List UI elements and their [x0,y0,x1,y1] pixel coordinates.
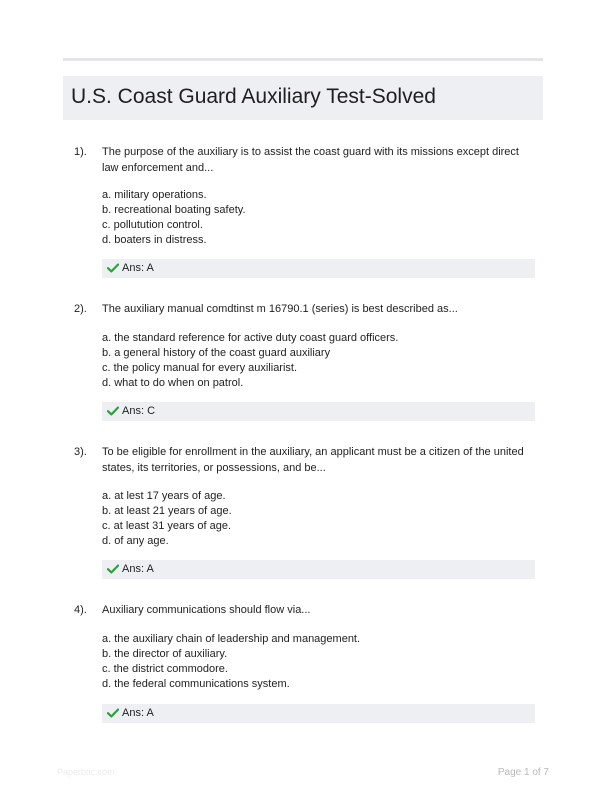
option-b: b. a general history of the coast guard auxiliary [102,347,331,359]
option-c: c. the district commodore. [102,663,228,675]
answer-text: Ans: A [122,262,154,274]
option-a: a. military operations. [102,189,207,201]
answer-text: Ans: A [122,707,154,719]
option-a: a. at lest 17 years of age. [102,490,226,502]
option-d: d. what to do when on patrol. [102,377,244,389]
question-number: 2). [74,303,87,315]
question-number: 3). [74,446,87,458]
option-c: c. at least 31 years of age. [102,520,232,532]
option-c: c. the policy manual for every auxiliarist. [102,362,298,374]
title-band [63,76,543,120]
option-b: b. recreational boating safety. [102,204,246,216]
question-text: The purpose of the auxiliary is to assist the coast guard with its missions except direct law enforcement and... [102,146,519,174]
option-b: b. the director of auxiliary. [102,648,228,660]
page-number: Page 1 of 7 [497,767,549,778]
answer-text: Ans: C [122,405,156,417]
answer-bar [102,704,535,723]
options-list [102,188,246,248]
options-list [102,489,232,549]
question-text: The auxiliary manual comdtinst m 16790.1 (series) is best described as... [102,303,458,315]
page-title: U.S. Coast Guard Auxiliary Test-Solved [71,85,436,108]
answer-bar [102,560,535,579]
option-a: a. the auxiliary chain of leadership and management. [102,633,361,645]
option-d: d. boaters in distress. [102,234,207,246]
answer-bar [102,259,535,278]
check-icon [107,708,119,718]
check-icon [107,564,119,574]
answer-bar [102,402,535,421]
option-b: b. at least 21 years of age. [102,505,232,517]
options-list [102,331,398,391]
answer-text: Ans: A [122,563,154,575]
options-list [102,632,360,692]
check-icon [107,406,119,416]
option-c: c. pollutution control. [102,219,203,231]
option-d: d. the federal communications system. [102,678,290,690]
option-a: a. the standard reference for active duty coast guard officers. [102,332,399,344]
question-text: To be eligible for enrollment in the auxiliary, an applicant must be a citizen of the united states, its territories, or possessions, and be... [102,446,524,474]
footer-watermark: Paperbtic.com [57,767,115,777]
question-number: 1). [74,146,87,158]
check-icon [107,263,119,273]
option-d: d. of any age. [102,535,169,547]
top-divider [63,58,543,61]
question-number: 4). [74,604,87,616]
question-text: Auxiliary communications should flow via... [102,604,311,616]
